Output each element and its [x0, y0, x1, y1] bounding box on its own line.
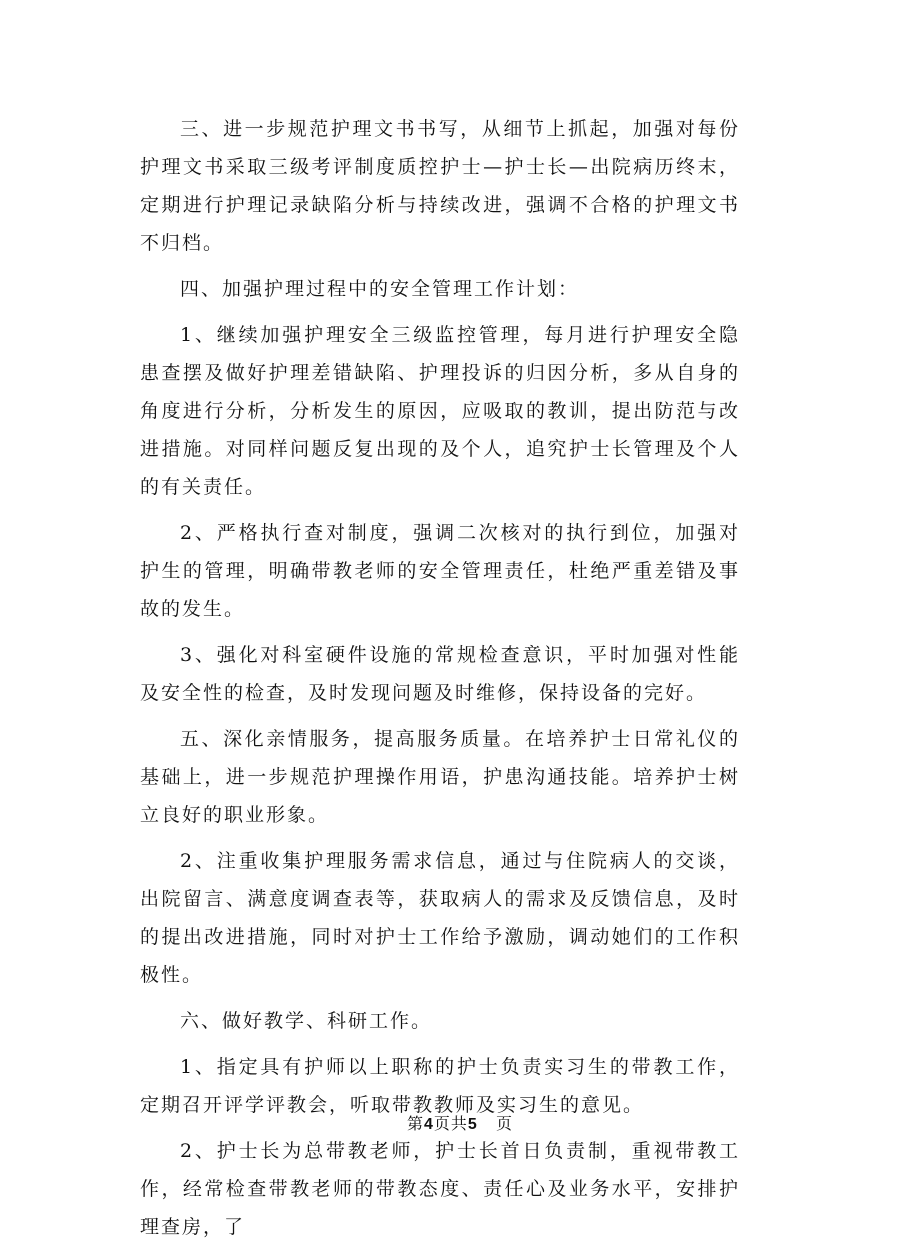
paragraph-4: 2、严格执行查对制度，强调二次核对的执行到位，加强对护生的管理，明确带教老师的安全管理责任，杜绝严重差错及事故的发生。: [140, 522, 740, 620]
paragraph-2: 四、加强护理过程中的安全管理工作计划：: [180, 278, 580, 300]
paragraph-1: 三、进一步规范护理文书书写，从细节上抓起，加强对每份护理文书采取三级考评制度质控护士—护士长—出院病历终末，定期进行护理记录缺陷分析与持续改进，强调不合格的护理文书不归档。: [140, 118, 740, 254]
paragraph-10: 2、护士长为总带教老师，护士长首日负责制，重视带教工作，经常检查带教老师的带教态度、责任心及业务水平，安排护理查房，了: [140, 1140, 740, 1238]
page-footer: [0, 1112, 920, 1137]
paragraph-3: 1、继续加强护理安全三级监控管理，每月进行护理安全隐患查摆及做好护理差错缺陷、护理投诉的归因分析，多从自身的角度进行分析，分析发生的原因，应吸取的教训，提出防范与改进措施。对同样问题反复出现的及个人，追究护士长管理及个人的有关责任。: [140, 324, 740, 498]
paragraph-6: 五、深化亲情服务，提高服务质量。在培养护士日常礼仪的基础上，进一步规范护理操作用语，护患沟通技能。培养护士树立良好的职业形象。: [140, 728, 740, 826]
total-pages-number: 5: [467, 1116, 478, 1133]
current-page-number: 4: [423, 1116, 434, 1133]
footer-suffix: 页: [496, 1114, 514, 1133]
footer-prefix: 第: [406, 1114, 424, 1133]
document-body: [140, 110, 740, 1254]
paragraph-7: 2、注重收集护理服务需求信息，通过与住院病人的交谈，出院留言、满意度调查表等，获取病人的需求及反馈信息，及时的提出改进措施，同时对护士工作给予激励，调动她们的工作积极性。: [140, 850, 740, 986]
paragraph-8: 六、做好教学、科研工作。: [180, 1010, 433, 1032]
paragraph-9: 1、指定具有护师以上职称的护士负责实习生的带教工作，定期召开评学评教会，听取带教教师及实习生的意见。: [140, 1056, 740, 1116]
footer-middle: 页共: [433, 1114, 468, 1133]
paragraph-5: 3、强化对科室硬件设施的常规检查意识，平时加强对性能及安全性的检查，及时发现问题及时维修，保持设备的完好。: [140, 644, 740, 704]
